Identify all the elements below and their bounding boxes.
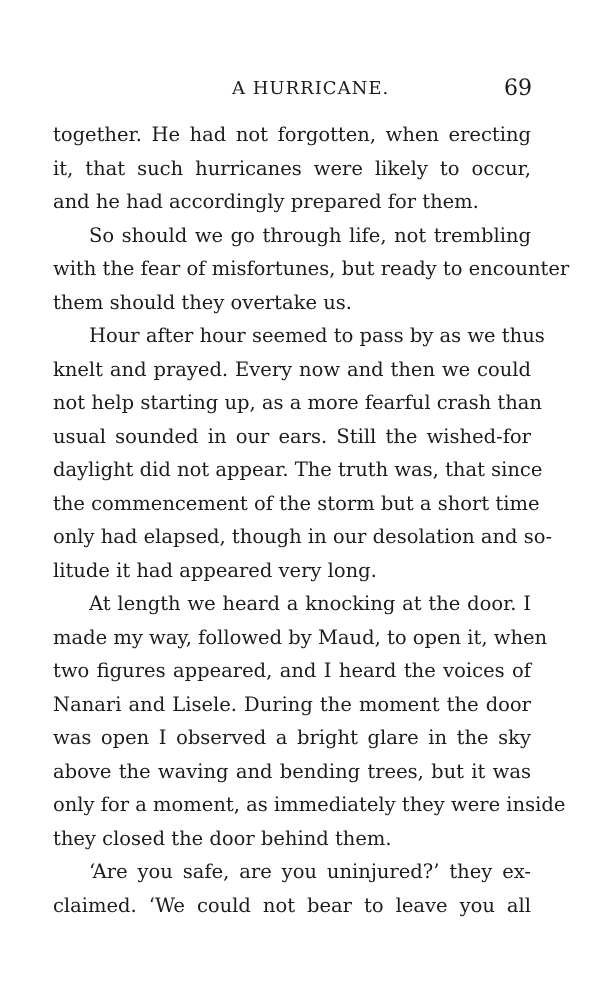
text-line: knelt and prayed. Every now and then we could bbox=[53, 357, 531, 381]
text-line: only had elapsed, though in our desolation and so- bbox=[53, 525, 553, 548]
text-line: made my way, followed by Maud, to open it, when bbox=[53, 625, 548, 649]
text-line: with the fear of misfortunes, but ready to encounter bbox=[53, 257, 570, 280]
text-line: claimed. ‘We could not bear to leave you all bbox=[53, 893, 531, 917]
running-head: A HURRICANE. bbox=[232, 78, 390, 99]
text-line: Nanari and Lisele. During the moment the door bbox=[53, 692, 531, 716]
text-line: the commencement of the storm but a short time bbox=[53, 491, 540, 515]
body-text bbox=[53, 118, 570, 922]
text-line: Hour after hour seemed to pass by as we thus bbox=[89, 324, 545, 347]
text-line: two figures appeared, and I heard the voices of bbox=[53, 659, 531, 682]
text-line: not help starting up, as a more fearful crash than bbox=[53, 391, 542, 414]
text-line: it, that such hurricanes were likely to occur, bbox=[53, 156, 531, 180]
text-line: only for a moment, as immediately they were inside bbox=[53, 793, 566, 816]
text-line: together. He had not forgotten, when erecting bbox=[53, 123, 531, 146]
text-line: them should they overtake us. bbox=[53, 290, 352, 314]
text-line: So should we go through life, not trembling bbox=[89, 223, 531, 247]
text-line: and he had accordingly prepared for them. bbox=[53, 190, 479, 213]
text-line: daylight did not appear. The truth was, that since bbox=[53, 458, 543, 481]
text-line: above the waving and bending trees, but it was bbox=[53, 759, 531, 783]
text-line: usual sounded in our ears. Still the wished-for bbox=[53, 424, 531, 448]
text-line: At length we heard a knocking at the door. I bbox=[89, 592, 531, 615]
text-line: litude it had appeared very long. bbox=[53, 558, 377, 582]
page-header bbox=[0, 76, 590, 106]
text-line: was open I observed a bright glare in the sky bbox=[53, 726, 531, 749]
text-line: they closed the door behind them. bbox=[53, 826, 392, 850]
text-line: ‘Are you safe, are you uninjured?’ they ex- bbox=[89, 860, 531, 883]
page-number: 69 bbox=[504, 76, 532, 101]
